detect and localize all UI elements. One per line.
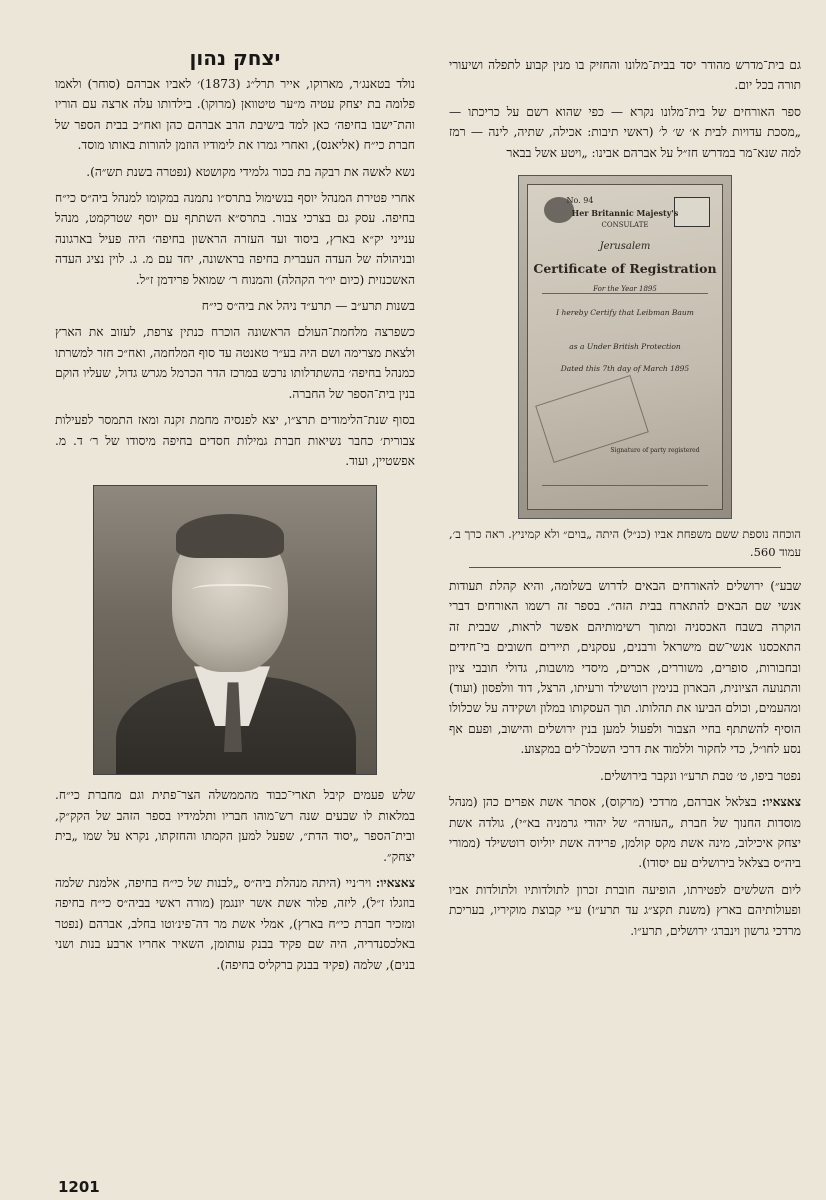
left-paragraph-8: [55, 873, 415, 975]
certificate-caption: הוכחה נוספת ששם משפחת אביו (כנ״ל) היתה „בוים״ ולא קמיניץ. ראה כרך ב׳, עמוד 560.: [449, 527, 801, 560]
certificate-bottom-rule: [542, 485, 708, 486]
descendants-label: צאצאיו:: [761, 795, 802, 810]
right-paragraph-2: ספר האורחים של בית־מלונו נקרא — כפי שהוא רשם על כריכתו — „מסכת עדויות לבית א׳ ש׳ ל׳ (ראשי תיבות: אכילה, שתיה, לינה — רמז למה שנא־מר במדרש חז״ל על אברהם אבינו: „ויטע אשל בבאר: [449, 104, 801, 160]
left-paragraph-3: אחרי פטירת המנהל יוסף בנשימול בתרס״ו נתמנה במקומו למנהל ביה״ס כי״ח בחיפה. עסק גם בצרכי צבור. בתרס״א השתתף עם יוסף שטרקמט, מנהל ענייני יק״א בארץ, ביסוד ועד העזרה הראשון בחיפה׳ היה פעיל בארגונה ובניהולה של העדה העברית בחיפה בראשונה, יחד עם מ. ג. לוין נציג העדה האשכנזית (כיום יו״ר הקהלה) והמנוח ר׳ שמואל פרידמן ז״ל.: [55, 191, 415, 287]
portrait-glasses: [192, 584, 272, 598]
certificate-city: Jerusalem: [599, 241, 651, 253]
certificate-image: [518, 175, 732, 519]
left-paragraph-2: נשא לאשה את רבקה בת בכור גלמידי מקושטא (נפטרה בשנת תש״ה).: [86, 164, 415, 179]
children-label: צאצאיו:: [375, 875, 415, 890]
certificate-consulate-title: Her Britannic Majesty's: [571, 208, 679, 219]
left-paragraph-1: נולד בטאנג׳ר, מארוקו, אייר תרל״ג (1873)׳ לאביו אברהם (סוחר) ולאמו פלומה בת יצחק עטיה מ״ער טיטוואן (מרוקו). בילדותו עלה ארצה עם הוריו והת־ישבו בחיפה׳ כאן למד בישיבת הרב אברהם כהן ואח״כ בבית הספר של חברת כי״ח (אליאנס), ואחרי גמרו את לימודיו הוזמן להורות באותו מוסד.: [55, 77, 415, 153]
right-paragraph-4: נפטר ביפו, ט׳ טבת תרע״ו ונקבר בירושלים.: [600, 768, 801, 783]
certificate-paper: [527, 184, 723, 510]
portrait-hair: [176, 514, 284, 558]
right-paragraph-3: שבע״) ירושלים להאורחים הבאים לדרוש בשלומה, והיא קהלת תעודות אנשי שם הבאים להתארח בבית הזה״. בספר זה רשמו האורחים דברי הוקרה בשבח האכסניה ומתוך רשימותיהם אפשר לראות, שבבית זה התאכסנו אנשי־שם מישראל ורבנים, עסקנים, תיירים חשובים בי־חידים ובחבורות, סופרים, משוררים, אכרים, מיסדי מושבות, גדולי חובבי ציון והתנועה הציונית, הבארון בנימין רוטשילד ורעיתו, הרצל, דוד וולפסון (ועוד) ומהעמים, וכולם הביעו את תהלותו. תוך העסקותו במלון ושקידה על שכלולו הוסיף להשתתף בחיי הצבור ולפעול למען בנין ירושלים והישוב, ופעם אף נסע לחו״ל, כדי לחקור וללמוד את דרכי השכלו־לים במקצוע.: [449, 579, 801, 757]
left-paragraph-6: בסוף שנת־הלימודים תרצ״ו, יצא לפנסיה מחמת זקנה ומאז התמסר לפעילות צבורית׳ כחבר נשיאות חברת גמילות חסדים בחיפה מיסודו של ר׳ ד. מ. אפשטיין, ועוד.: [55, 413, 415, 468]
certificate-consulate: CONSULATE: [601, 221, 649, 230]
certificate-rule: [542, 293, 708, 294]
page-number: 1201: [58, 1178, 100, 1196]
children-text: ויר׳ניי (היתה מנהלת ביה״ס „לבנות של כי״ח בחיפה, אלמנת שלמה בוזגלו ז״ל), ליזה, פלור אשת אשר יונגמן (מורה ראשי בביה״ס כי״ח בחיפה ומזכיר חברת כי״ח בארץ), אמלי אשת מר דה־פינ׳וטו בחלב, אברהם (נפטר באלכסנדריה, היה שם פקיד בבנק עותומן, השאיר אחריו ארבע בנות ושני בנים), שלמה (פקיד בבנק ברקליס בחיפה).: [55, 875, 415, 972]
certificate-year: For the Year 1895: [593, 285, 657, 294]
entry-title: יצחק נהון: [189, 46, 281, 70]
descendants-text: בצלאל אברהם, מרדכי (מרקוס), אסתר אשת אפרים כהן (מנהל מוסדות החנוך של חברת „העזרה״ של יהודי גרמניה בא״י), גולדה אשת יצחק איכילוב, מינה אשת מקס קולמן, פרידה אשת יוליוס רוטשילד (ממורי ביה״ס בצלאל בירושלים עם יסודו).: [449, 795, 801, 871]
right-paragraph-6: ליום השלשים לפטירתו, הופיעה חוברת זכרון לתולדותיו ולתולדות אביו ופעולותיהם בארץ (משנת תקצ״ג עד תרע״ו) ע״י קבוצת מוקיריו, בעריכת מרדכי גרשון וינברג׳ ירושלים, תרע״ו.: [449, 882, 801, 938]
certificate-heading: Certificate of Registration: [533, 261, 717, 277]
certificate-certify-line: I hereby Certify that Leibman Baum: [556, 308, 694, 318]
right-paragraph-1: גם בית־מדרש מהודר יסד בבית־מלונו והחזיק בו מנין קבוע לתפלה ושיעורי תורה בכל יום.: [449, 58, 801, 93]
right-paragraph-5: [449, 792, 801, 874]
certificate-date-line: Dated this 7th day of March 1895: [560, 364, 690, 374]
portrait-photo: [93, 485, 377, 775]
section-divider: [469, 567, 781, 568]
left-paragraph-7: שלש פעמים קיבל תארי־כבוד מהממשלה הצר־פתית וגם מחברת כי״ח. במלאות לו שבעים שנה רש־מוהו חבריו ותלמידיו בספר הזהב של הקק״ק, ובית־הספר „יסוד הדת״, שפעל למען הקמתו והחזקתו, נקרא על שמו „בית יצחק״.: [55, 788, 415, 864]
certificate-number: No. 94: [566, 196, 594, 206]
left-paragraph-4: בשנות תרע״ב — תרע״ד ניהל את ביה״ס כי״ח: [201, 299, 415, 314]
left-column: [55, 44, 415, 981]
certificate-signature-caption: Signature of party registered: [610, 447, 700, 455]
right-column: [449, 55, 801, 947]
left-paragraph-5: כשפרצה מלחמת־העולם הראשונה הוכרח כנתין צרפת, לעזוב את הארץ ולצאת מצרימה ושם היה בע״ר טאנטה עד סוף המלחמה, ואח״כ חזר למשרתו כמנהל בחיפה׳ בהשתדלותו נרכש במרכז הדר הכרמל מגרש גדול, שעליו הוקם בנין בית־הספר של החברה.: [55, 325, 415, 401]
certificate-protection-line: as a Under British Protection: [569, 342, 681, 352]
